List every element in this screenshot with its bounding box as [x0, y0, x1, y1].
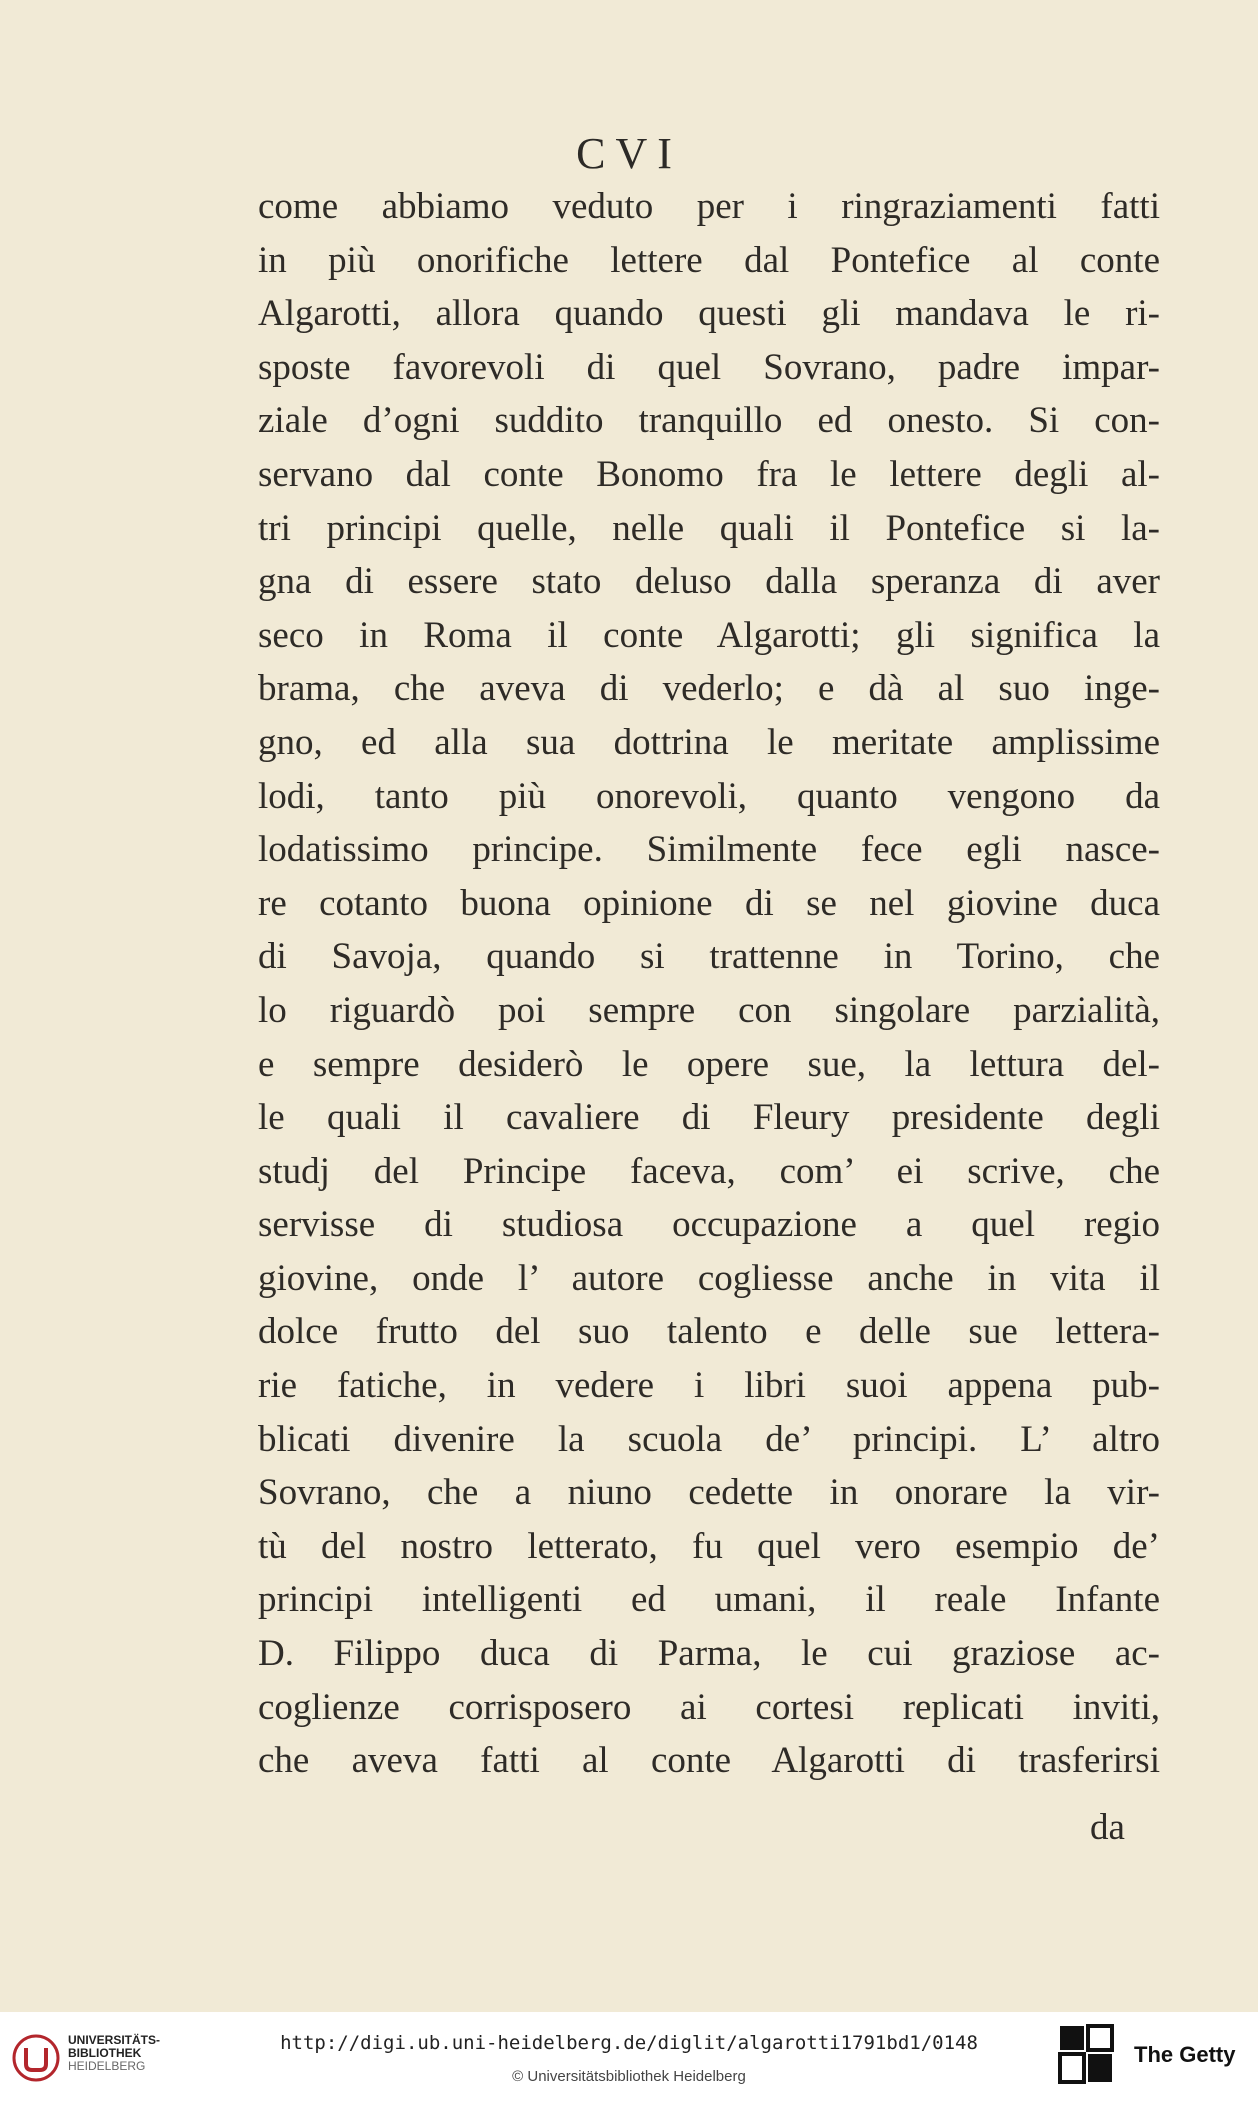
text-line: come abbiamo veduto per i ringraziamenti fatti — [258, 186, 1160, 227]
text-line: brama, che aveva di vederlo; e dà al suo inge- — [258, 668, 1160, 710]
text-line: lo riguardò poi sempre con singolare parzialità, — [258, 989, 1160, 1031]
text-line: tù del nostro letterato, fu quel vero esempio de’ — [258, 1525, 1160, 1567]
library-name-line2: BIBLIOTHEK — [68, 2046, 142, 2060]
page-number-header: CVI — [576, 129, 682, 178]
text-line: D. Filippo duca di Parma, le cui graziose ac- — [258, 1633, 1160, 1675]
text-line: Sovrano, che a niuno cedette in onorare la vir- — [258, 1472, 1160, 1514]
text-line: le quali il cavaliere di Fleury presidente degli — [258, 1097, 1160, 1139]
text-line: servisse di studiosa occupazione a quel regio — [258, 1204, 1160, 1246]
text-line: gno, ed alla sua dottrina le meritate amplissime — [258, 721, 1160, 763]
text-line: lodatissimo principe. Similmente fece egli nasce- — [258, 829, 1160, 871]
text-line: sposte favorevoli di quel Sovrano, padre impar- — [258, 346, 1160, 388]
text-line: di Savoja, quando si trattenne in Torino, che — [258, 936, 1160, 978]
text-line: servano dal conte Bonomo fra le lettere degli al- — [258, 453, 1160, 495]
text-line: che aveva fatti al conte Algarotti di trasferirsi — [258, 1740, 1160, 1782]
text-line: blicati divenire la scuola de’ principi. L’ altro — [258, 1418, 1160, 1460]
text-line: ziale d’ogni suddito tranquillo ed onesto. Si con- — [258, 400, 1160, 442]
text-line: Algarotti, allora quando questi gli mandava le ri- — [258, 293, 1160, 335]
text-line: studj del Principe faceva, com’ ei scrive, che — [258, 1150, 1160, 1192]
permalink-url[interactable]: http://digi.ub.uni-heidelberg.de/diglit/algarotti1791bd1/0148 — [280, 2032, 978, 2054]
text-line: tri principi quelle, nelle quali il Pontefice si la- — [258, 507, 1160, 549]
getty-partner-name: The Getty — [1134, 2042, 1236, 2067]
viewer-footer — [0, 2012, 1258, 2103]
text-line: re cotanto buona opinione di se nel giovine duca — [258, 882, 1160, 924]
getty-logo-icon — [1058, 2024, 1114, 2086]
text-line: seco in Roma il conte Algarotti; gli significa la — [258, 614, 1160, 656]
text-line: gna di essere stato deluso dalla speranza di aver — [258, 561, 1160, 603]
library-name-line1: UNIVERSITÄTS- — [68, 2033, 161, 2047]
text-line: dolce frutto del suo talento e delle sue lettera- — [258, 1311, 1160, 1353]
text-line: lodi, tanto più onorevoli, quanto vengono da — [258, 775, 1160, 817]
library-name-line3: HEIDELBERG — [68, 2059, 146, 2073]
text-line: giovine, onde l’ autore cogliesse anche in vita il — [258, 1257, 1160, 1299]
text-line: coglienze corrisposero ai cortesi replicati inviti, — [258, 1686, 1160, 1728]
text-line: in più onorifiche lettere dal Pontefice al conte — [258, 239, 1160, 281]
catchword: da — [1090, 1807, 1125, 1848]
body-text — [258, 180, 1160, 1788]
text-line: rie fatiche, in vedere i libri suoi appena pub- — [258, 1365, 1160, 1407]
text-line: principi intelligenti ed umani, il reale Infante — [258, 1579, 1160, 1621]
copyright-notice: © Universitätsbibliothek Heidelberg — [512, 2068, 746, 2085]
text-line: e sempre desiderò le opere sue, la lettura del- — [258, 1043, 1160, 1085]
